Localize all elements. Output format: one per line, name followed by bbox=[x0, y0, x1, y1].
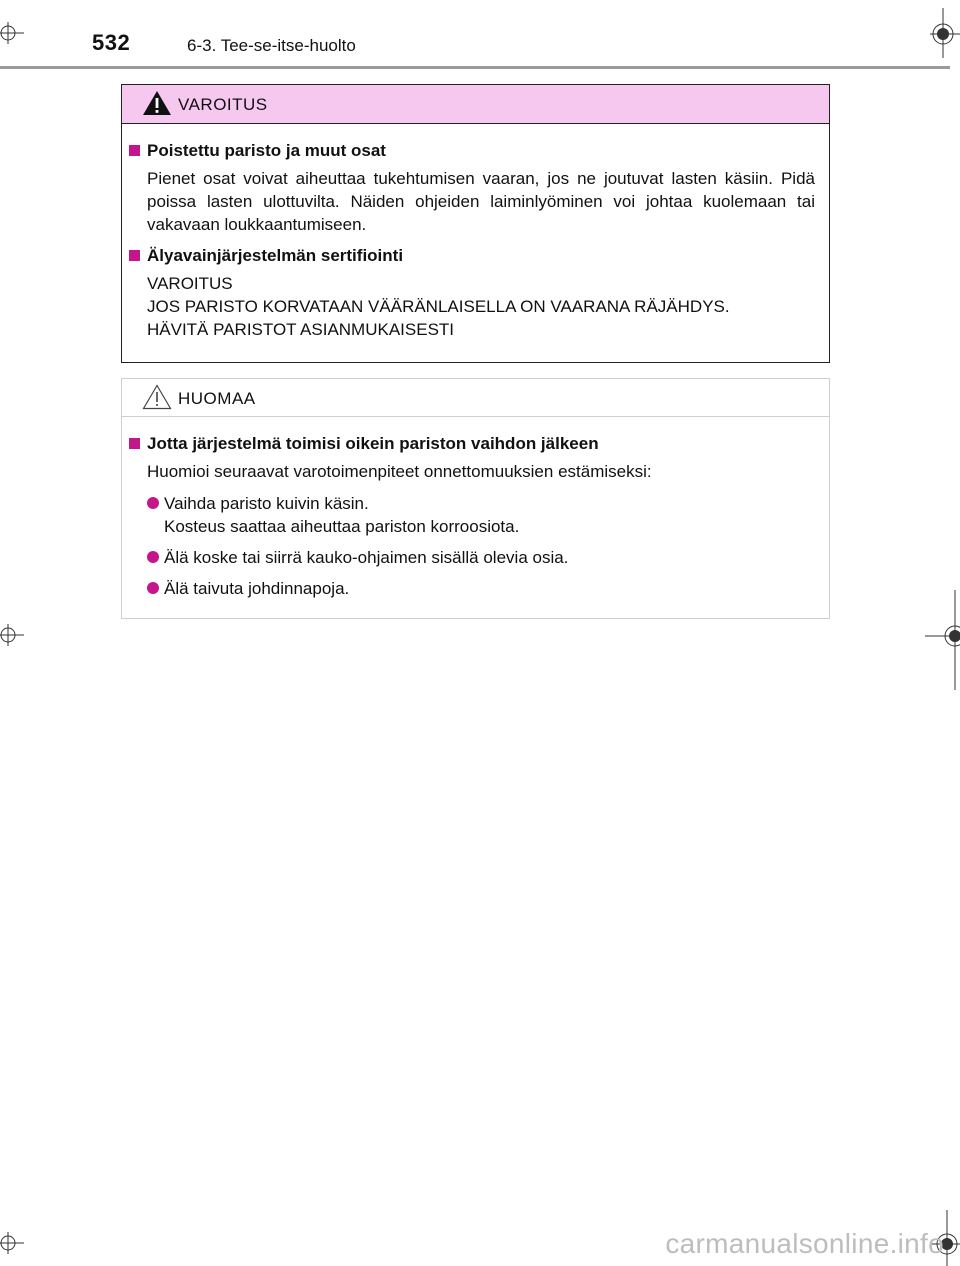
notice-section-title: Jotta järjestelmä toimisi oikein pariston vaihdon jälkeen bbox=[147, 434, 599, 453]
warning-section-heading bbox=[129, 245, 815, 267]
registration-mark-bottom-left bbox=[0, 1228, 30, 1258]
round-bullet-icon bbox=[147, 551, 159, 563]
warning-header bbox=[122, 85, 829, 124]
registration-mark-mid-right bbox=[925, 590, 960, 690]
list-item bbox=[129, 577, 815, 600]
notice-header bbox=[122, 379, 829, 417]
registration-mark-top-left bbox=[0, 18, 30, 48]
registration-mark-mid-left bbox=[0, 620, 30, 650]
warning-line: HÄVITÄ PARISTOT ASIANMUKAISESTI bbox=[147, 320, 455, 339]
list-item bbox=[129, 546, 815, 569]
warning-section-title: Älyavainjärjestelmän sertifiointi bbox=[147, 246, 404, 265]
section-title: 6-3. Tee-se-itse-huolto bbox=[187, 36, 356, 55]
notice-label: HUOMAA bbox=[178, 389, 256, 408]
warning-triangle-icon bbox=[142, 90, 172, 121]
warning-section-title: Poistettu paristo ja muut osat bbox=[147, 141, 386, 160]
page-number: 532 bbox=[92, 30, 131, 55]
notice-body bbox=[122, 417, 829, 600]
warning-line: VAROITUS bbox=[147, 274, 233, 293]
list-item-text: Älä koske tai siirrä kauko-ohjaimen sisällä olevia osia. bbox=[164, 548, 569, 567]
list-item-text: Vaihda paristo kuivin käsin. bbox=[164, 494, 369, 513]
warning-body bbox=[122, 124, 829, 341]
warning-box bbox=[121, 84, 830, 363]
square-bullet-icon bbox=[129, 250, 140, 261]
notice-section-heading bbox=[129, 433, 815, 455]
list-item-subtext: Kosteus saattaa aiheuttaa pariston korroosiota. bbox=[164, 517, 520, 536]
notice-box bbox=[121, 378, 830, 619]
list-item-text: Älä taivuta johdinnapoja. bbox=[164, 579, 350, 598]
watermark: carmanualsonline.info bbox=[665, 1228, 944, 1259]
warning-label: VAROITUS bbox=[178, 95, 268, 114]
warning-line: JOS PARISTO KORVATAAN VÄÄRÄNLAISELLA ON VAARANA RÄJÄHDYS. bbox=[147, 297, 730, 316]
square-bullet-icon bbox=[129, 438, 140, 449]
registration-mark-top-right bbox=[925, 8, 960, 58]
warning-paragraph bbox=[129, 272, 815, 341]
header-divider bbox=[0, 66, 950, 69]
notice-intro: Huomioi seuraavat varotoimenpiteet onnettomuuksien estämiseksi: bbox=[147, 462, 652, 481]
square-bullet-icon bbox=[129, 145, 140, 156]
caution-triangle-icon bbox=[142, 384, 172, 415]
list-item bbox=[129, 492, 815, 538]
warning-section-heading bbox=[129, 140, 815, 162]
round-bullet-icon bbox=[147, 497, 159, 509]
round-bullet-icon bbox=[147, 582, 159, 594]
warning-paragraph: Pienet osat voivat aiheuttaa tukehtumisen vaaran, jos ne joutuvat lasten käsiin. Pidä poissa lasten ulottuvilta. Näiden ohjeiden laiminlyöminen voi johtaa kuolemaan tai vakavaan loukkaantumiseen. bbox=[147, 169, 815, 234]
